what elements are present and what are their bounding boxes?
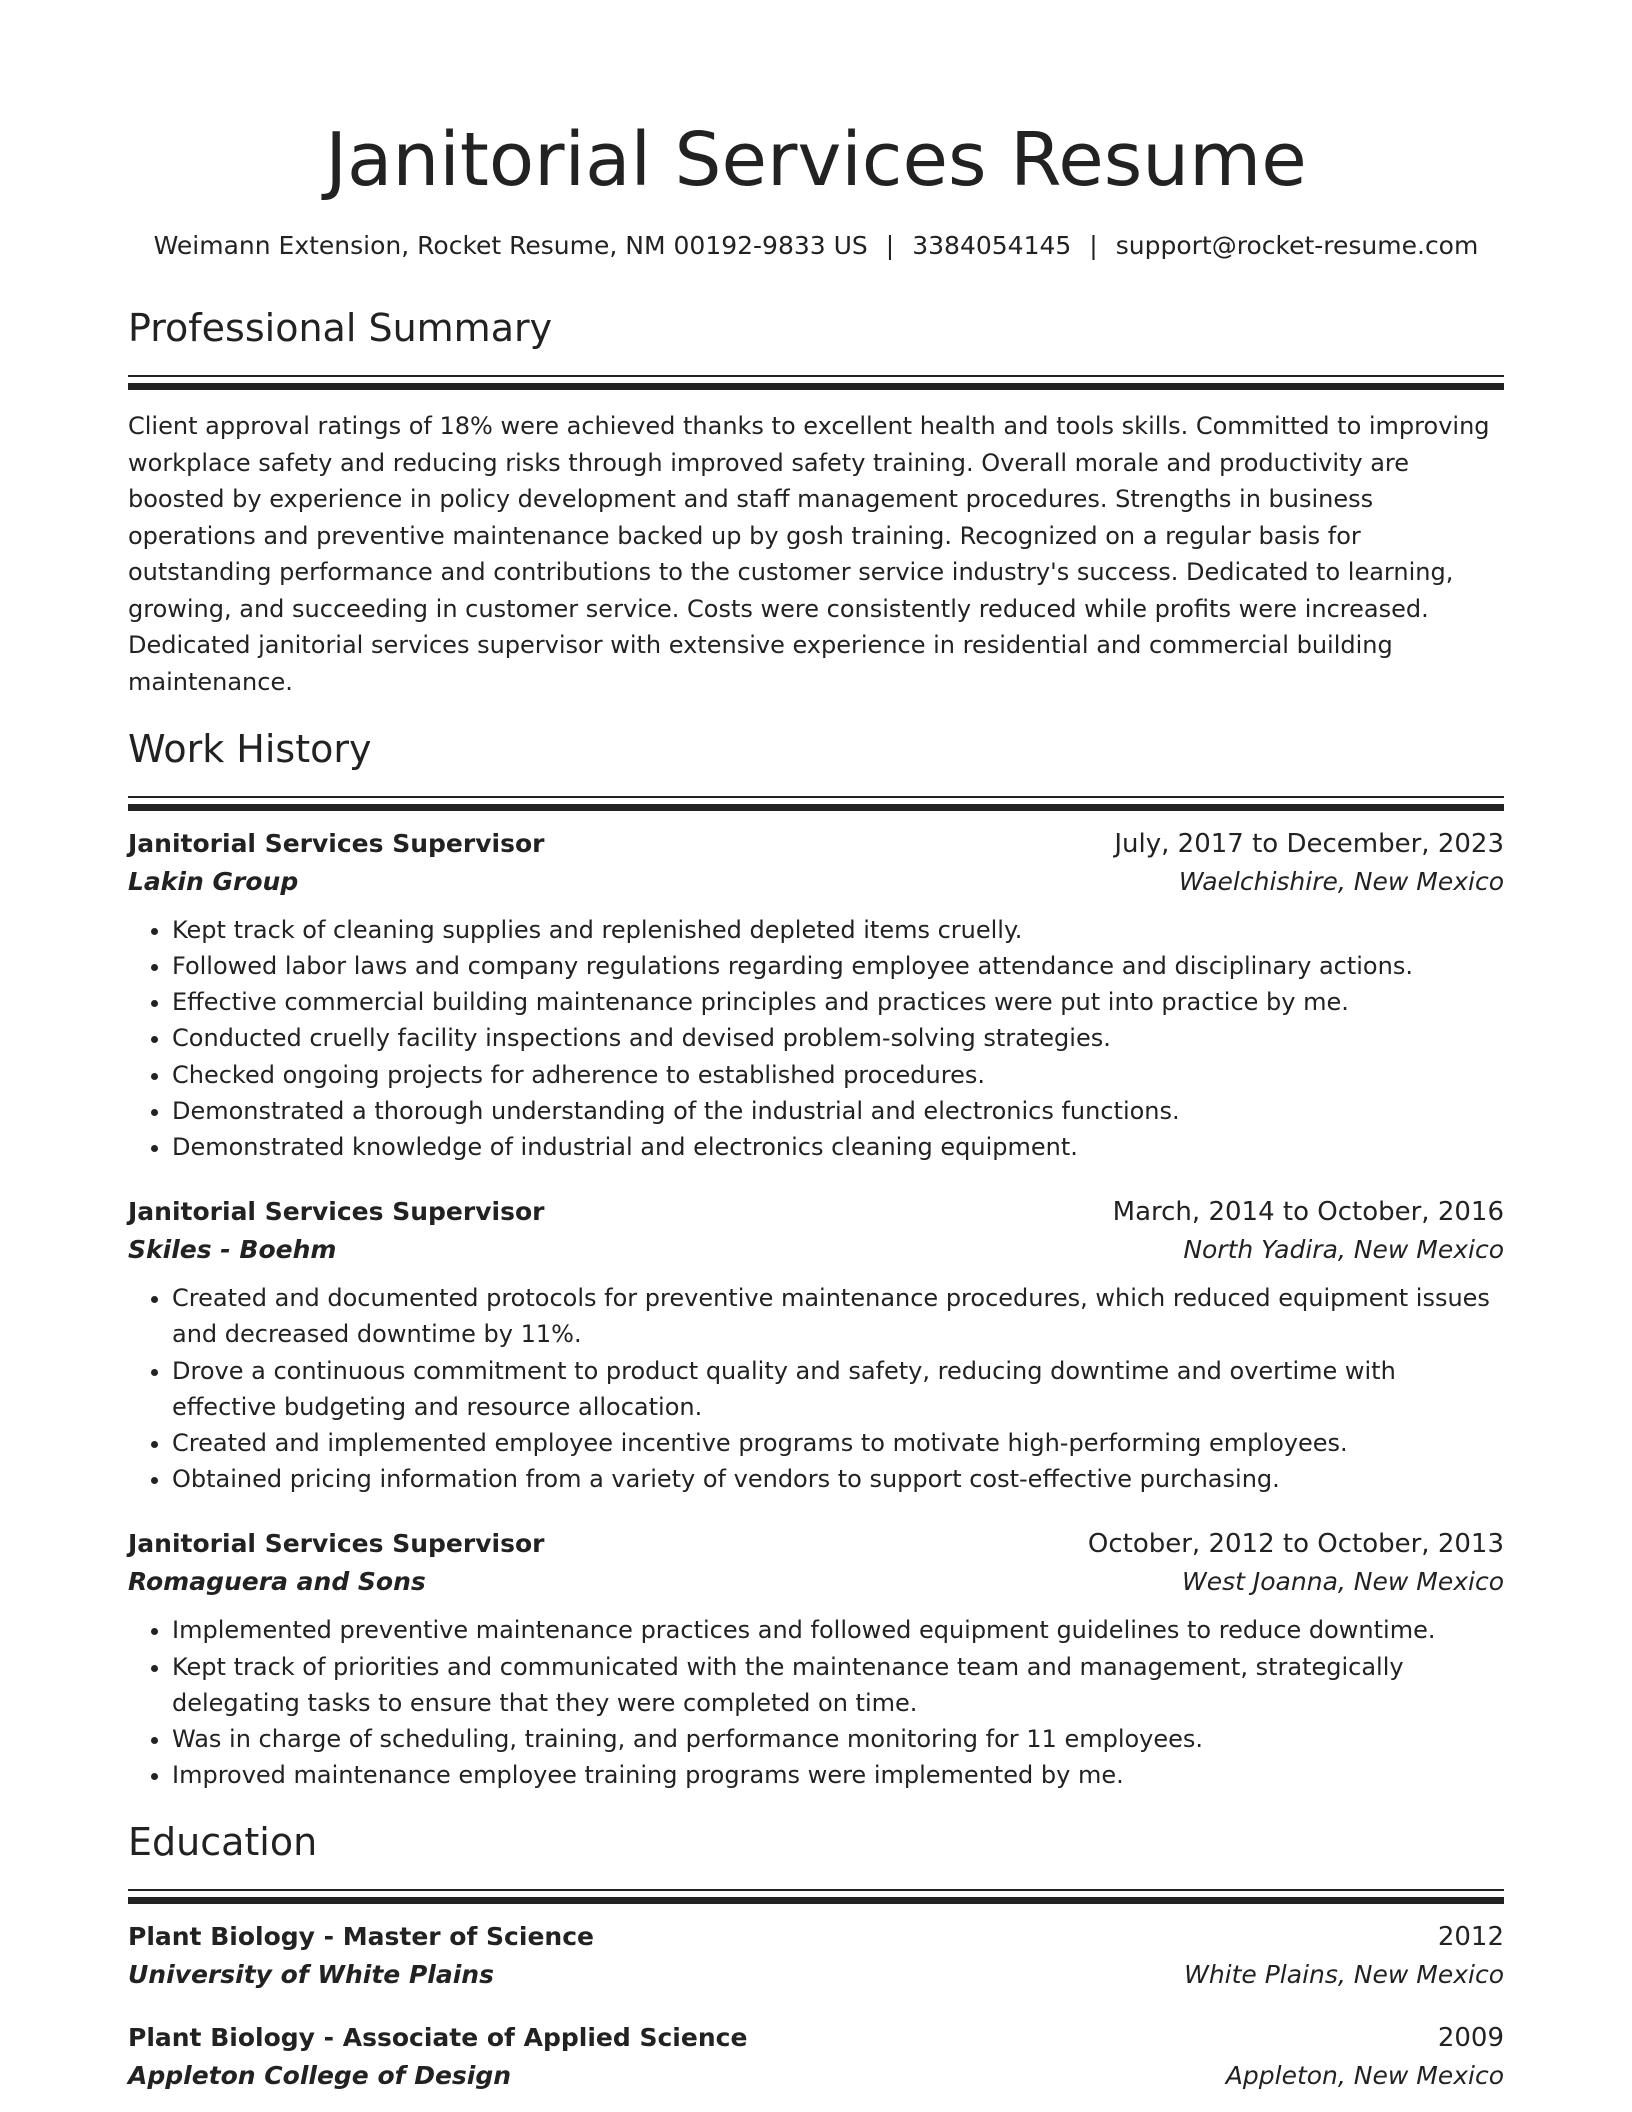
list-item: • Kept track of priorities and communicated with the maintenance team and management, strategically delegating tasks to ensure that they were completed on time.	[172, 1649, 1504, 1721]
job-title: Janitorial Services Supervisor	[128, 1529, 545, 1559]
section-heading-work-history: Work History	[128, 727, 372, 772]
job-dates: March, 2014 to October, 2016	[1112, 1197, 1504, 1228]
job-bullet-list	[128, 1612, 1504, 1793]
list-item: • Demonstrated knowledge of industrial and electronics cleaning equipment.	[172, 1129, 1504, 1165]
section-divider	[128, 375, 1504, 377]
education-year: 2012	[1437, 1922, 1504, 1953]
job-company: Lakin Group	[128, 866, 299, 896]
job-entry	[128, 1197, 1504, 1497]
section-divider	[128, 796, 1504, 798]
contact-phone: 3384054145	[912, 231, 1072, 261]
job-company: Romaguera and Sons	[128, 1567, 426, 1597]
job-location: North Yadira, New Mexico	[1183, 1235, 1504, 1265]
list-item: • Created and implemented employee incentive programs to motivate high-performing employees.	[172, 1425, 1504, 1461]
education-entry	[128, 1922, 1504, 1989]
section-divider	[128, 383, 1504, 390]
job-dates: July, 2017 to December, 2023	[1114, 828, 1504, 859]
education-school: Appleton College of Design	[128, 2061, 512, 2091]
job-entry	[128, 1529, 1504, 1793]
list-item: • Obtained pricing information from a variety of vendors to support cost-effective purchasing.	[172, 1461, 1504, 1497]
list-item: • Kept track of cleaning supplies and replenished depleted items cruelly.	[172, 912, 1504, 948]
education-degree: Plant Biology - Master of Science	[128, 1922, 594, 1952]
list-item: • Implemented preventive maintenance practices and followed equipment guidelines to reduce downtime.	[172, 1612, 1504, 1648]
list-item: • Was in charge of scheduling, training, and performance monitoring for 11 employees.	[172, 1721, 1504, 1757]
job-entry	[128, 829, 1504, 1165]
list-item: • Followed labor laws and company regulations regarding employee attendance and disciplinary actions.	[172, 948, 1504, 984]
section-divider	[128, 1897, 1504, 1904]
education-year: 2009	[1437, 2023, 1504, 2054]
job-bullet-list	[128, 1280, 1504, 1497]
work-history-section	[128, 728, 1504, 1793]
contact-line	[128, 231, 1504, 261]
education-degree: Plant Biology - Associate of Applied Science	[128, 2023, 748, 2053]
job-dates: October, 2012 to October, 2013	[1087, 1529, 1504, 1560]
education-school: University of White Plains	[128, 1960, 494, 1990]
summary-section	[128, 307, 1504, 700]
list-item: • Improved maintenance employee training programs were implemented by me.	[172, 1757, 1504, 1793]
education-section	[128, 1821, 1504, 2090]
section-heading-education: Education	[128, 1820, 318, 1865]
contact-email: support@rocket-resume.com	[1115, 231, 1479, 261]
section-divider	[128, 1889, 1504, 1891]
contact-separator: |	[1089, 231, 1098, 261]
resume-title: Janitorial Services Resume	[325, 117, 1307, 203]
job-title: Janitorial Services Supervisor	[128, 828, 545, 858]
list-item: • Checked ongoing projects for adherence to established procedures.	[172, 1057, 1504, 1093]
contact-address: Weimann Extension, Rocket Resume, NM 00192-9833 US	[153, 231, 868, 261]
education-entry	[128, 2023, 1504, 2090]
education-location: White Plains, New Mexico	[1184, 1960, 1504, 1990]
education-location: Appleton, New Mexico	[1225, 2061, 1504, 2091]
list-item: • Drove a continuous commitment to product quality and safety, reducing downtime and overtime with effective budgeting and resource allocation.	[172, 1353, 1504, 1425]
section-divider	[128, 804, 1504, 811]
job-company: Skiles - Boehm	[128, 1235, 337, 1265]
job-location: West Joanna, New Mexico	[1182, 1567, 1504, 1597]
contact-separator: |	[885, 231, 895, 261]
list-item: • Effective commercial building maintenance principles and practices were put into practice by me.	[172, 984, 1504, 1020]
summary-text: Client approval ratings of 18% were achieved thanks to excellent health and tools skills. Committed to improving workplace safety and reducing risks through improved safety training. Overall morale and productivity are boosted by experience in policy development and staff management procedures. Strengths in business operations and preventive maintenance backed up by gosh training. Recognized on a regular basis for outstanding performance and contributions to the customer service industry's success. Dedicated to learning, growing, and succeeding in customer service. Costs were consistently reduced while profits were increased. Dedicated janitorial services supervisor with extensive experience in residential and commercial building maintenance.	[128, 412, 1490, 696]
section-heading-summary: Professional Summary	[128, 306, 553, 351]
list-item: • Demonstrated a thorough understanding of the industrial and electronics functions.	[172, 1093, 1504, 1129]
list-item: • Created and documented protocols for preventive maintenance procedures, which reduced equipment issues and decreased downtime by 11%.	[172, 1280, 1504, 1352]
list-item: • Conducted cruelly facility inspections and devised problem-solving strategies.	[172, 1020, 1504, 1056]
job-title: Janitorial Services Supervisor	[128, 1197, 545, 1227]
job-bullet-list	[128, 912, 1504, 1165]
job-location: Waelchishire, New Mexico	[1178, 866, 1504, 896]
